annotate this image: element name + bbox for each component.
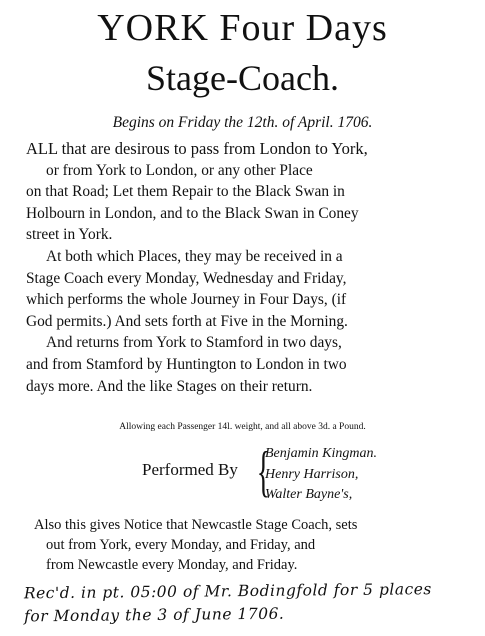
body-line: God permits.) And sets forth at Five in the Morning. [26, 312, 348, 330]
body-line: and from Stamford by Huntington to London in two [26, 355, 347, 373]
newcastle-notice [34, 515, 464, 575]
notice-line: Also this gives Notice that Newcastle Stage Coach, sets [34, 517, 358, 533]
performer-name: Henry Harrison, [265, 466, 359, 482]
title-line-2: Stage-Coach. [146, 58, 339, 98]
performer-name: Benjamin Kingman. [265, 446, 377, 461]
body-line: or from York to London, or any other Place [46, 161, 313, 179]
handwritten-receipt [24, 578, 484, 629]
performer-name: Walter Bayne's, [265, 487, 353, 502]
notice-line: from Newcastle every Monday, and Friday. [46, 557, 298, 573]
body-line: Holbourn in London, and to the Black Swan in Coney [26, 204, 359, 222]
body-line: days more. And the like Stages on their return. [26, 377, 313, 395]
body-line: ALL that are desirous to pass from London to York, [26, 139, 368, 158]
performed-by-label: Performed By [142, 460, 238, 479]
handwritten-line: for Monday the 3 of June 1706. [24, 604, 285, 626]
body-line: At both which Places, they may be received in a [46, 247, 343, 265]
notice-line: out from York, every Monday, and Friday, and [46, 537, 316, 553]
handwritten-line: Rec'd. in pt. 05:00 of Mr. Bodingfold for 5 places [23, 580, 432, 603]
brace-glyph: { [256, 441, 271, 503]
body-line: which performs the whole Journey in Four Days, (if [26, 291, 347, 309]
title-line-1: YORK Four Days [97, 7, 388, 49]
allowance-note: Allowing each Passenger 14l. weight, and all above 3d. a Pound. [119, 422, 366, 432]
body-line: Stage Coach every Monday, Wednesday and Friday, [26, 269, 347, 287]
begins-date: Begins on Friday the 12th. of April. 1706. [112, 114, 373, 131]
performers-list [265, 444, 377, 506]
notice-body [26, 138, 472, 397]
body-line: And returns from York to Stamford in two days, [46, 334, 342, 352]
body-line: on that Road; Let them Repair to the Black Swan in [26, 183, 345, 201]
body-line: street in York. [26, 226, 113, 244]
